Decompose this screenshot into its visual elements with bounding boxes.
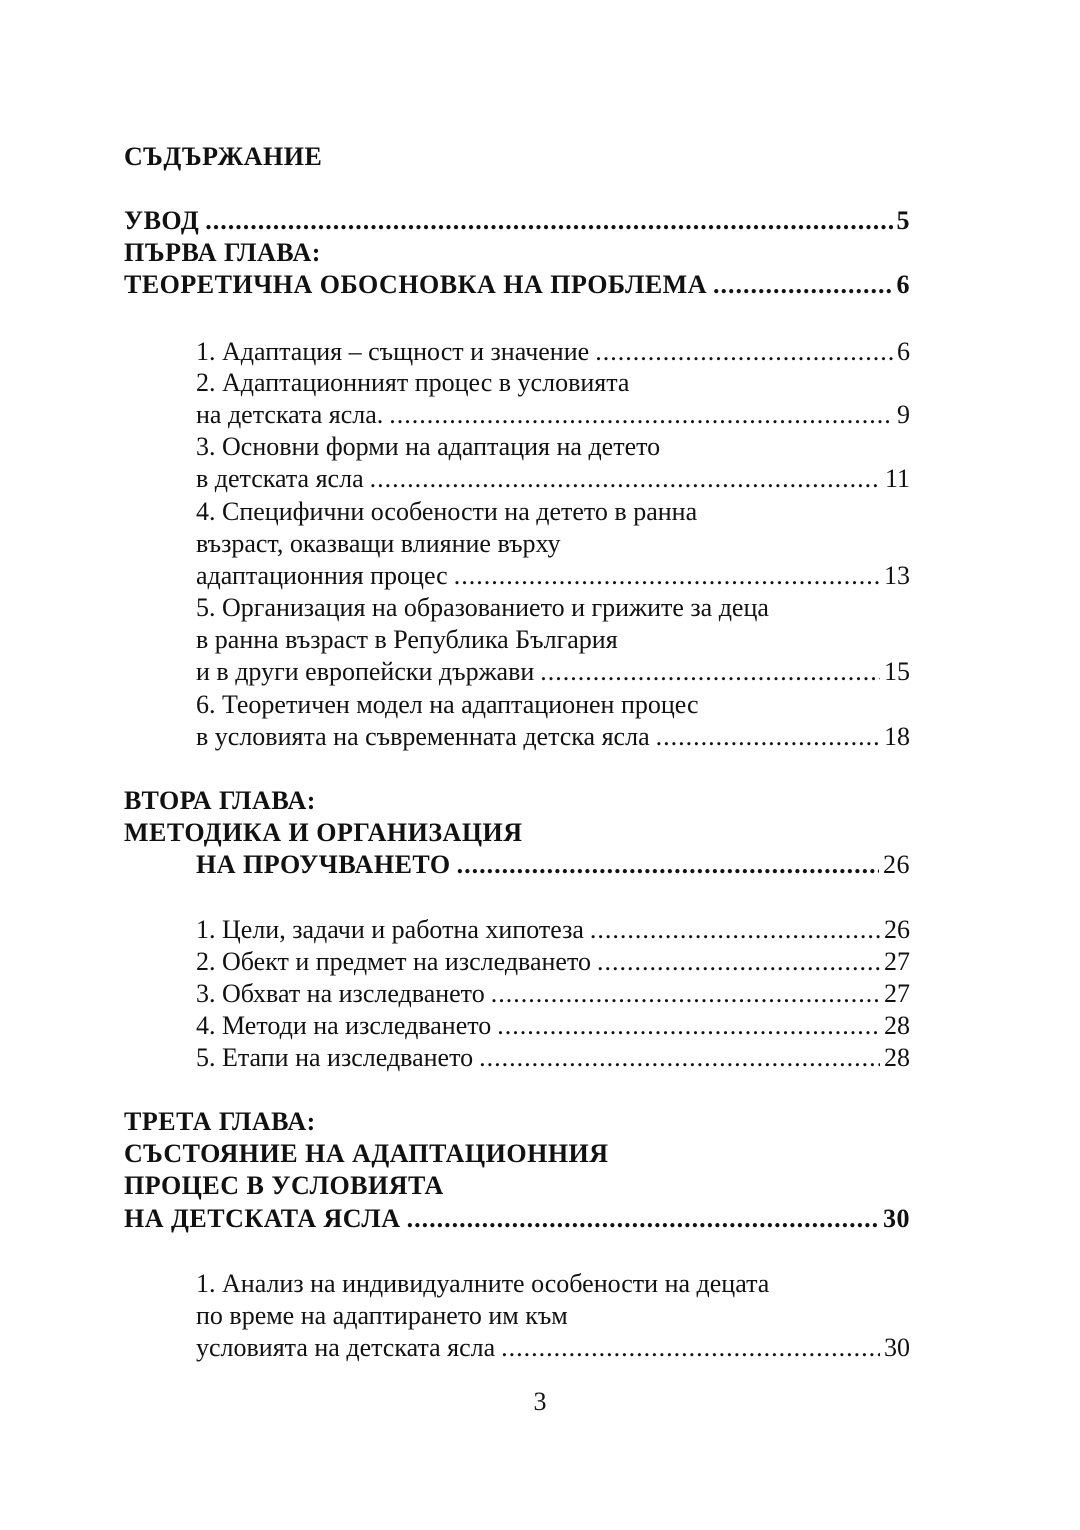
- toc-entry-chapter3[interactable]: [124, 1203, 910, 1235]
- toc-entry-page: 6: [897, 337, 910, 366]
- toc-entry-label: в детската ясла: [196, 464, 364, 493]
- toc-leader-dots: [457, 849, 879, 881]
- toc-entry-page: 28: [884, 1011, 910, 1040]
- toc-entry-page: 26: [884, 915, 910, 944]
- toc-entry-1-4[interactable]: [196, 560, 910, 592]
- toc-entry-label: в условията на съвременната детска ясла: [196, 722, 650, 751]
- toc-entry-1-2-line1: 2. Адаптационният процес в условията: [196, 368, 630, 397]
- toc-entry-page: 27: [884, 979, 910, 1008]
- toc-leader-dots: [454, 560, 880, 592]
- toc-leader-dots: [370, 463, 881, 495]
- toc-leader-dots: [595, 336, 893, 368]
- toc-entry-label: 1. Адаптация – същност и значение: [196, 337, 590, 366]
- chapter3-heading: ТРЕТА ГЛАВА:: [124, 1107, 316, 1136]
- toc-entry-label: на детската ясла.: [196, 400, 384, 429]
- toc-entry-label: УВОД: [124, 206, 200, 235]
- toc-leader-dots: [540, 656, 880, 688]
- toc-leader-dots: [491, 978, 880, 1010]
- toc-leader-dots: [590, 914, 880, 946]
- toc-leader-dots: [713, 269, 893, 301]
- toc-entry-1-5-line2: в ранна възраст в Република България: [196, 625, 618, 654]
- toc-entry-label: условията на детската ясла: [196, 1333, 496, 1362]
- toc-entry-1-2[interactable]: [196, 399, 910, 431]
- toc-entry-2-2[interactable]: [196, 946, 910, 978]
- toc-entry-page: 5: [896, 206, 910, 235]
- toc-entry-page: 11: [884, 464, 910, 493]
- toc-entry-page: 30: [884, 1333, 910, 1362]
- toc-entry-1-6[interactable]: [196, 721, 910, 753]
- toc-leader-dots: [501, 1332, 880, 1364]
- chapter2-title-line1: МЕТОДИКА И ОРГАНИЗАЦИЯ: [124, 818, 523, 847]
- toc-entry-label: ТЕОРЕТИЧНА ОБОСНОВКА НА ПРОБЛЕМА: [124, 270, 707, 299]
- toc-entry-2-4[interactable]: [196, 1010, 910, 1042]
- chapter3-title-line1: СЪСТОЯНИЕ НА АДАПТАЦИОННИЯ: [124, 1139, 609, 1168]
- page-number: 3: [533, 1387, 547, 1416]
- toc-entry-label: 3. Обхват на изследването: [196, 979, 485, 1008]
- toc-entry-page: 9: [897, 400, 910, 429]
- toc-entry-1-4-line1: 4. Специфични особености на детето в ранна: [196, 497, 698, 526]
- toc-entry-page: 28: [884, 1043, 910, 1072]
- toc-leader-dots: [407, 1203, 879, 1235]
- toc-title: СЪДЪРЖАНИЕ: [124, 142, 323, 171]
- toc-entry-label: НА ПРОУЧВАНЕТО: [196, 850, 451, 879]
- toc-entry-chapter2[interactable]: [196, 849, 910, 881]
- toc-leader-dots: [497, 1010, 880, 1042]
- toc-entry-label: и в други европейски държави: [196, 657, 535, 686]
- toc-entry-1-4-line2: възраст, оказващи влияние върху: [196, 529, 561, 558]
- toc-entry-page: 13: [884, 561, 910, 590]
- toc-entry-2-5[interactable]: [196, 1042, 910, 1074]
- toc-entry-label: НА ДЕТСКАТА ЯСЛА: [124, 1204, 401, 1233]
- toc-entry-label: адаптационния процес: [196, 561, 448, 590]
- toc-entry-page: 18: [884, 722, 910, 751]
- toc-entry-label: 4. Методи на изследването: [196, 1011, 492, 1040]
- toc-entry-1-5[interactable]: [196, 656, 910, 688]
- toc-entry-page: 26: [883, 850, 910, 879]
- toc-entry-3-1[interactable]: [196, 1332, 910, 1364]
- toc-entry-1-3-line1: 3. Основни форми на адаптация на детето: [196, 432, 661, 461]
- toc-leader-dots: [205, 205, 892, 237]
- toc-entry-1-6-line1: 6. Теоретичен модел на адаптационен процес: [196, 690, 699, 719]
- toc-entry-1-3[interactable]: [196, 463, 910, 495]
- toc-entry-label: 5. Етапи на изследването: [196, 1043, 474, 1072]
- chapter1-heading: ПЪРВА ГЛАВА:: [124, 238, 321, 267]
- toc-entry-3-1-line1: 1. Анализ на индивидуалните особености на децата: [196, 1269, 770, 1298]
- toc-entry-label: 2. Обект и предмет на изследването: [196, 947, 591, 976]
- toc-entry-intro[interactable]: [124, 205, 910, 237]
- chapter2-heading: ВТОРА ГЛАВА:: [124, 786, 316, 815]
- toc-entry-2-3[interactable]: [196, 978, 910, 1010]
- toc-leader-dots: [597, 946, 880, 978]
- toc-entry-1-1[interactable]: [196, 336, 910, 368]
- chapter3-title-line2: ПРОЦЕС В УСЛОВИЯТА: [124, 1171, 444, 1200]
- toc-leader-dots: [389, 399, 893, 431]
- toc-entry-3-1-line2: по време на адаптирането им към: [196, 1301, 568, 1330]
- toc-entry-2-1[interactable]: [196, 914, 910, 946]
- toc-entry-chapter1[interactable]: [124, 269, 910, 301]
- toc-entry-1-5-line1: 5. Организация на образованието и грижите за деца: [196, 593, 769, 622]
- toc-entry-page: 15: [884, 657, 910, 686]
- toc-leader-dots: [656, 721, 880, 753]
- toc-entry-page: 6: [896, 270, 910, 299]
- toc-entry-page: 27: [884, 947, 910, 976]
- toc-leader-dots: [479, 1042, 880, 1074]
- toc-entry-page: 30: [883, 1204, 910, 1233]
- toc-entry-label: 1. Цели, задачи и работна хипотеза: [196, 915, 584, 944]
